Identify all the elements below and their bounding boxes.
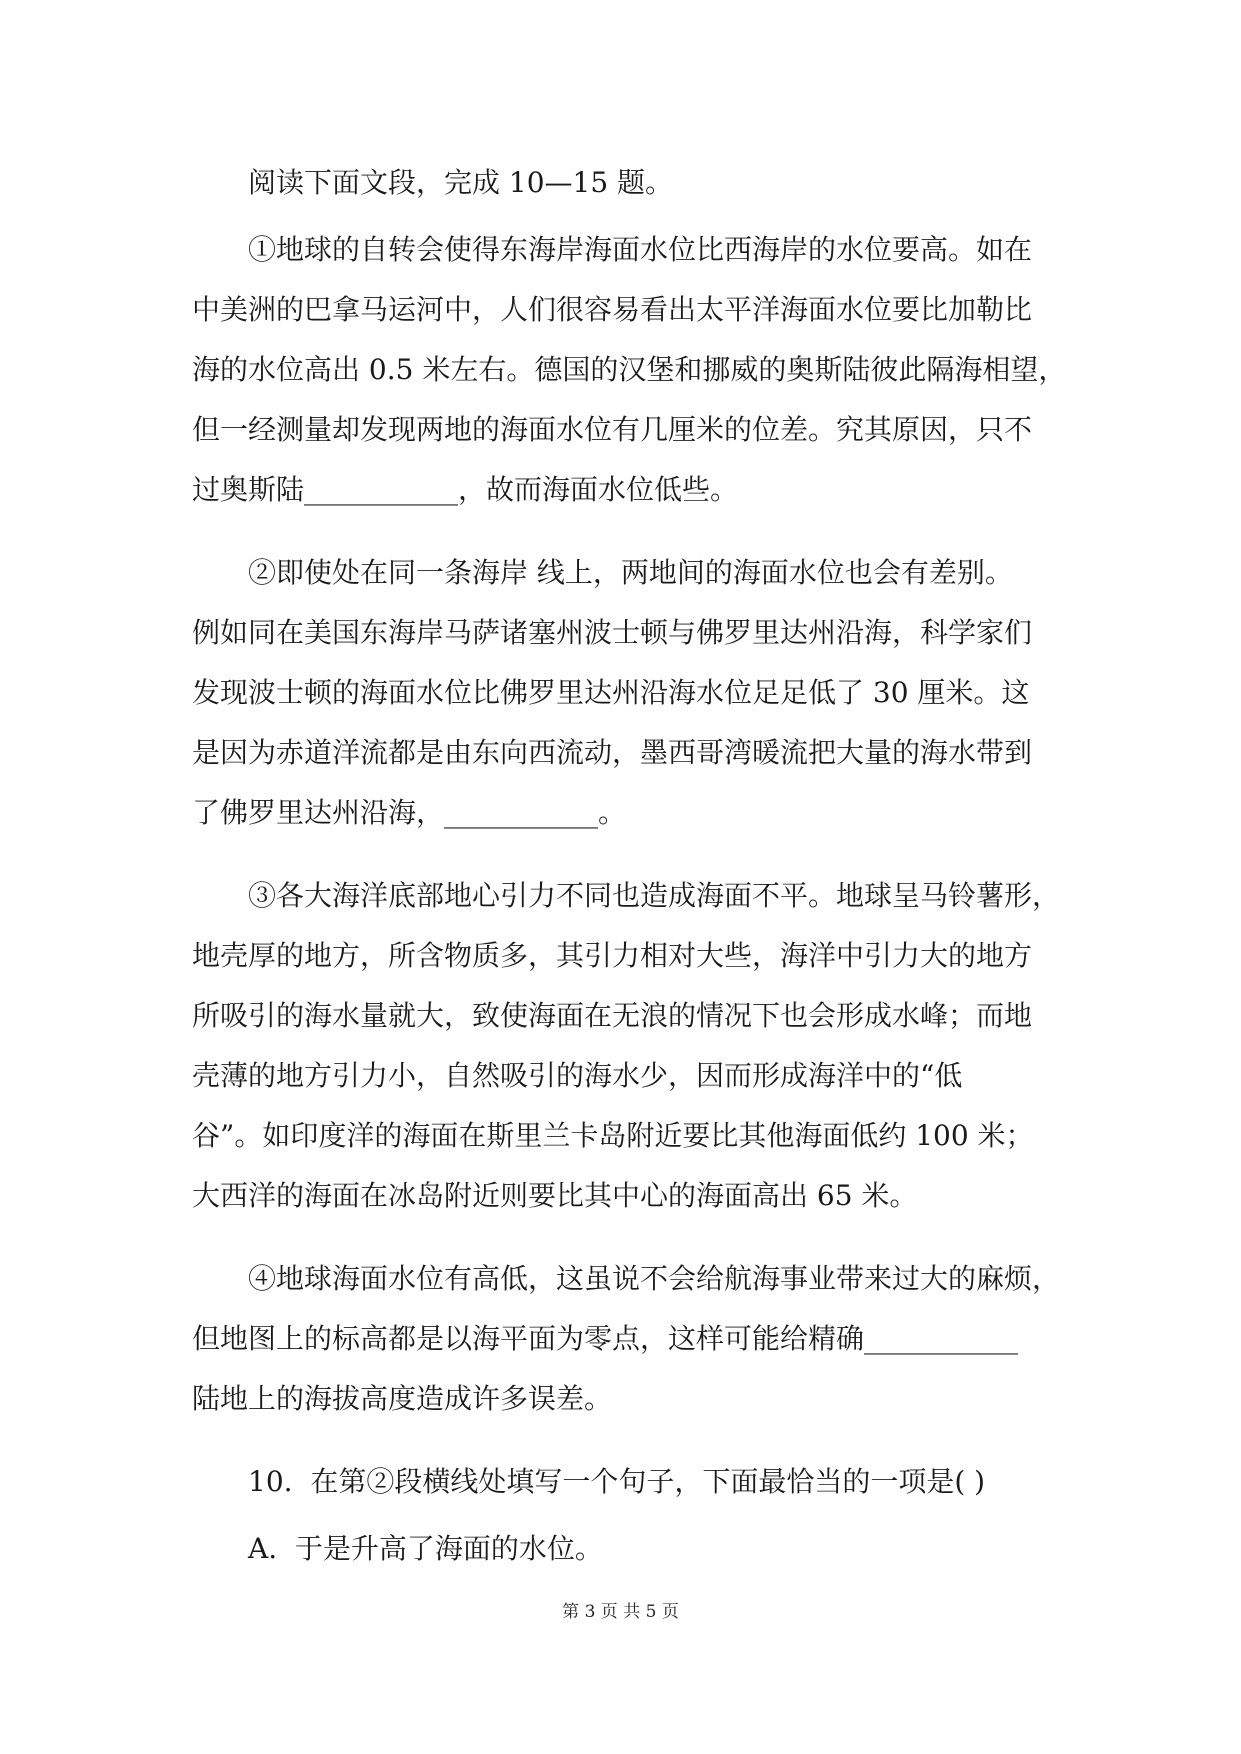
paragraph-line: 海的水位高出 0.5 米左右。德国的汉堡和挪威的奥斯陆彼此隔海相望， <box>192 353 1067 386</box>
page-number-footer: 第 3 页 共 5 页 <box>562 1602 679 1622</box>
paragraph-line: 例如同在美国东海岸马萨诸塞州波士顿与佛罗里达州沿海，科学家们 <box>192 616 1033 649</box>
paragraph-line: ③各大海洋底部地心引力不同也造成海面不平。地球呈马铃薯形， <box>248 879 1061 912</box>
option-a: A. 于是升高了海面的水位。 <box>248 1532 603 1565</box>
paragraph-line: 是因为赤道洋流都是由东向西流动，墨西哥湾暖流把大量的海水带到 <box>192 736 1033 769</box>
intro-text: 阅读下面文段，完成 10—15 题。 <box>248 166 674 199</box>
paragraph-line: 陆地上的海拔高度造成许多误差。 <box>192 1382 613 1415</box>
paragraph-line: 壳薄的地方引力小，自然吸引的海水少，因而形成海洋中的“低 <box>192 1059 963 1092</box>
paragraph-line: 大西洋的海面在冰岛附近则要比其中心的海面高出 65 米。 <box>192 1179 918 1212</box>
paragraph-line: 但一经测量却发现两地的海面水位有几厘米的位差。究其原因，只不 <box>192 413 1033 446</box>
paragraph-line: 但地图上的标高都是以海平面为零点，这样可能给精确___________ <box>192 1322 1019 1355</box>
paragraph-line: 过奥斯陆___________，故而海面水位低些。 <box>192 473 739 506</box>
paragraph-line: 中美洲的巴拿马运河中，人们很容易看出太平洋海面水位要比加勒比 <box>192 293 1033 326</box>
paragraph-line: ④地球海面水位有高低，这虽说不会给航海事业带来过大的麻烦， <box>248 1262 1061 1295</box>
paragraph-line: 所吸引的海水量就大，致使海面在无浪的情况下也会形成水峰；而地 <box>192 999 1033 1032</box>
paragraph-line: 谷”。如印度洋的海面在斯里兰卡岛附近要比其他海面低约 100 米； <box>192 1119 1034 1152</box>
paragraph-line: ①地球的自转会使得东海岸海面水位比西海岸的水位要高。如在 <box>248 233 1033 266</box>
paragraph-line: 了佛罗里达州沿海，___________。 <box>192 796 627 829</box>
paragraph-line: 发现波士顿的海面水位比佛罗里达州沿海水位足足低了 30 厘米。这 <box>192 676 1030 709</box>
question-10: 10. 在第②段横线处填写一个句子，下面最恰当的一项是( ) <box>248 1465 986 1498</box>
paragraph-line: ②即使处在同一条海岸 线上，两地间的海面水位也会有差别。 <box>248 556 1013 589</box>
paragraph-line: 地壳厚的地方，所含物质多，其引力相对大些，海洋中引力大的地方 <box>192 939 1033 972</box>
